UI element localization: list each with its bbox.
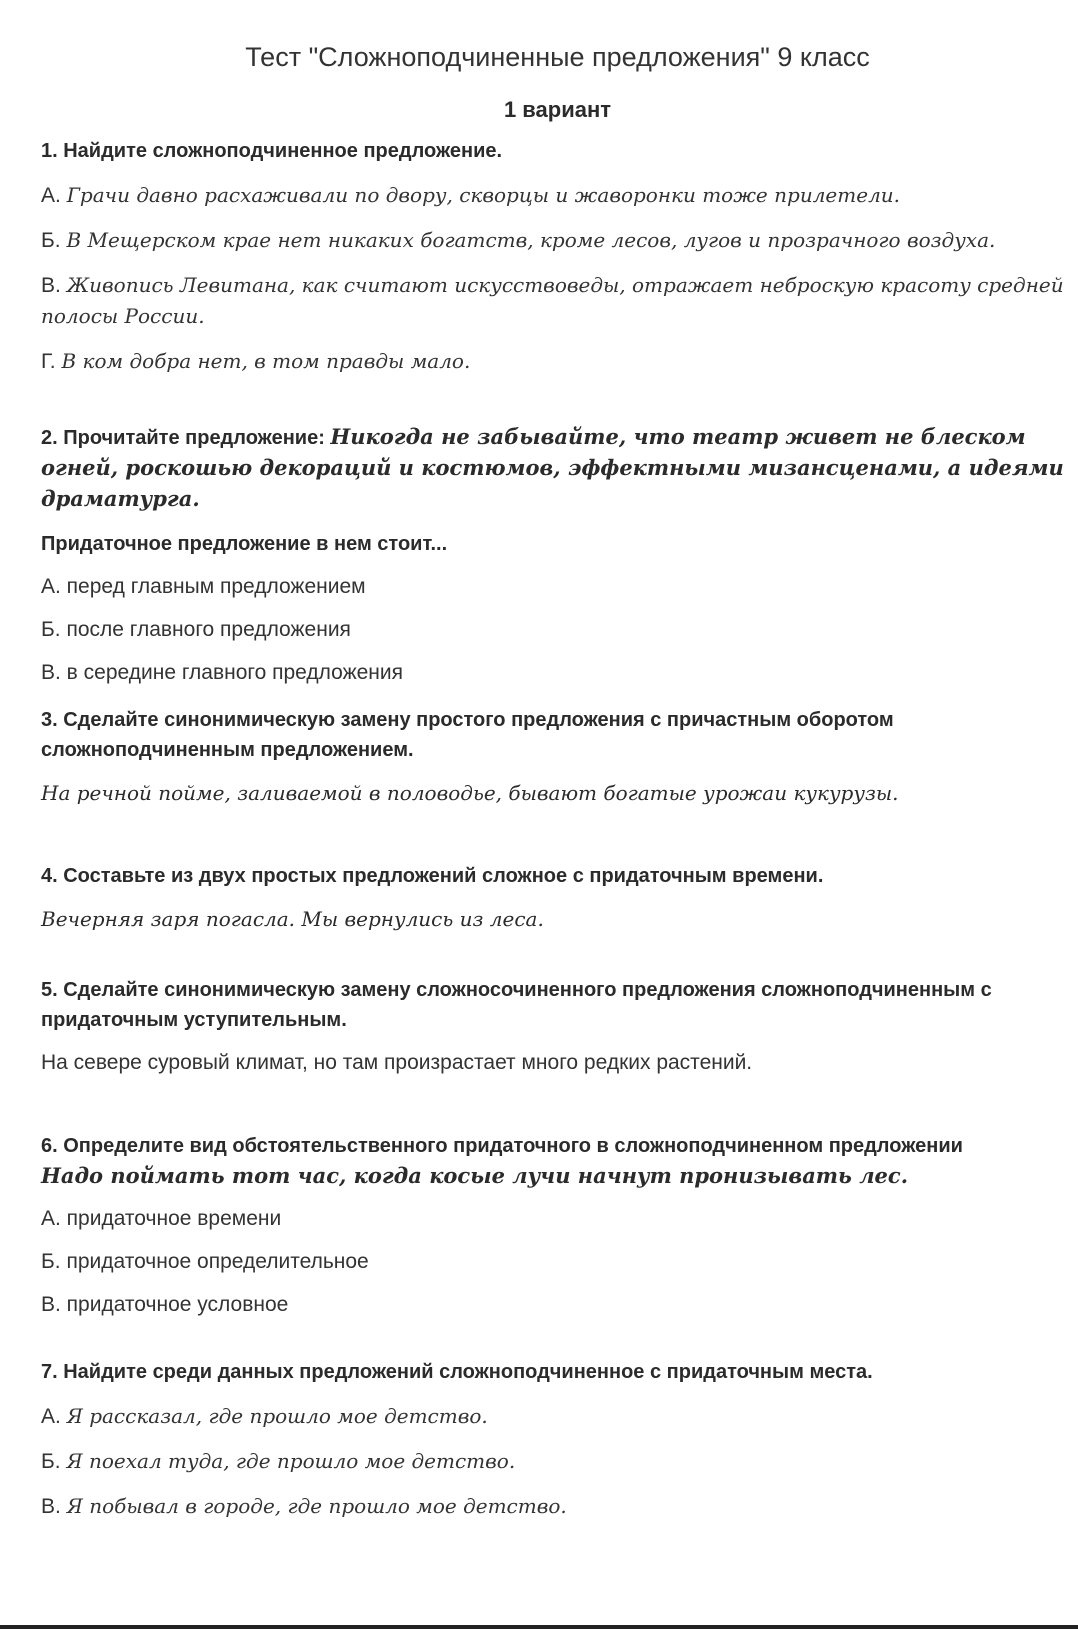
question-7-heading: 7. Найдите среди данных предложений сложноподчиненное с придаточным места. bbox=[41, 1361, 873, 1383]
question-4-sentence: Вечерняя заря погасла. Мы вернулись из леса. bbox=[41, 907, 544, 931]
option-letter: В. bbox=[41, 1495, 61, 1518]
question-6-option-c: В. придаточное условное bbox=[41, 1293, 289, 1316]
question-6 bbox=[41, 1131, 1070, 1320]
question-2-lead: 2. Прочитайте предложение: bbox=[41, 427, 325, 449]
question-4 bbox=[41, 861, 1070, 934]
question-2-sentence: Никогда не забывайте, что театр живет не блеском огней, роскошью декораций и костюмов, эффектными мизансценами, а идеями драматурга. bbox=[41, 424, 1064, 511]
document-title: Тест "Сложноподчиненные предложения" 9 класс bbox=[245, 42, 870, 72]
question-6-heading: 6. Определите вид обстоятельственного придаточного в сложноподчиненном предложении bbox=[41, 1135, 963, 1157]
option-letter: Б. bbox=[41, 1450, 61, 1473]
question-7-option-a bbox=[41, 1401, 1070, 1432]
question-1-option-b bbox=[41, 225, 1070, 256]
question-2-heading bbox=[41, 422, 1070, 515]
question-7-option-c bbox=[41, 1491, 1070, 1522]
question-2-option-b: Б. после главного предложения bbox=[41, 618, 351, 641]
question-1-heading: 1. Найдите сложноподчиненное предложение. bbox=[41, 140, 503, 162]
option-text: Я побывал в городе, где прошло мое детство. bbox=[66, 1494, 567, 1518]
bottom-divider bbox=[0, 1625, 1078, 1629]
option-text: В ком добра нет, в том правды мало. bbox=[61, 349, 471, 373]
question-1-option-a bbox=[41, 180, 1070, 211]
option-text: Грачи давно расхаживали по двору, скворцы и жаворонки тоже прилетели. bbox=[66, 183, 901, 207]
option-letter: Б. bbox=[41, 229, 61, 252]
question-1 bbox=[41, 136, 1070, 377]
question-2-option-a: А. перед главным предложением bbox=[41, 575, 366, 598]
question-1-option-c bbox=[41, 270, 1070, 332]
question-2 bbox=[41, 422, 1070, 688]
question-2-subheading: Придаточное предложение в нем стоит... bbox=[41, 533, 448, 555]
question-6-option-a: А. придаточное времени bbox=[41, 1207, 282, 1230]
question-3-sentence: На речной пойме, заливаемой в половодье, бывают богатые урожаи кукурузы. bbox=[41, 781, 899, 805]
question-2-option-c: В. в середине главного предложения bbox=[41, 661, 403, 684]
option-text: Живопись Левитана, как считают искусствоведы, отражает неброскую красоту средней полосы России. bbox=[41, 273, 1064, 328]
question-3-heading: 3. Сделайте синонимическую замену простого предложения с причастным оборотом сложноподчиненным предложением. bbox=[41, 709, 894, 761]
question-7 bbox=[41, 1357, 1070, 1522]
option-letter: А. bbox=[41, 184, 61, 207]
question-3 bbox=[41, 705, 1070, 808]
variant-label: 1 вариант bbox=[503, 97, 612, 122]
option-text: Я поехал туда, где прошло мое детство. bbox=[66, 1449, 516, 1473]
question-5-heading: 5. Сделайте синонимическую замену сложносочиненного предложения сложноподчиненным с придаточным уступительным. bbox=[41, 979, 992, 1031]
option-letter: Г. bbox=[41, 350, 56, 373]
option-letter: А. bbox=[41, 1405, 61, 1428]
question-1-option-d bbox=[41, 346, 1070, 377]
option-letter: В. bbox=[41, 274, 61, 297]
question-7-option-b bbox=[41, 1446, 1070, 1477]
question-5 bbox=[41, 975, 1070, 1078]
option-text: В Мещерском крае нет никаких богатств, кроме лесов, лугов и прозрачного воздуха. bbox=[66, 228, 996, 252]
question-4-heading: 4. Составьте из двух простых предложений сложное с придаточным времени. bbox=[41, 865, 824, 887]
option-text: Я рассказал, где прошло мое детство. bbox=[66, 1404, 488, 1428]
question-6-option-b: Б. придаточное определительное bbox=[41, 1250, 369, 1273]
question-6-sentence: Надо поймать тот час, когда косые лучи начнут пронизывать лес. bbox=[41, 1163, 909, 1188]
question-5-sentence: На севере суровый климат, но там произрастает много редких растений. bbox=[41, 1051, 753, 1074]
